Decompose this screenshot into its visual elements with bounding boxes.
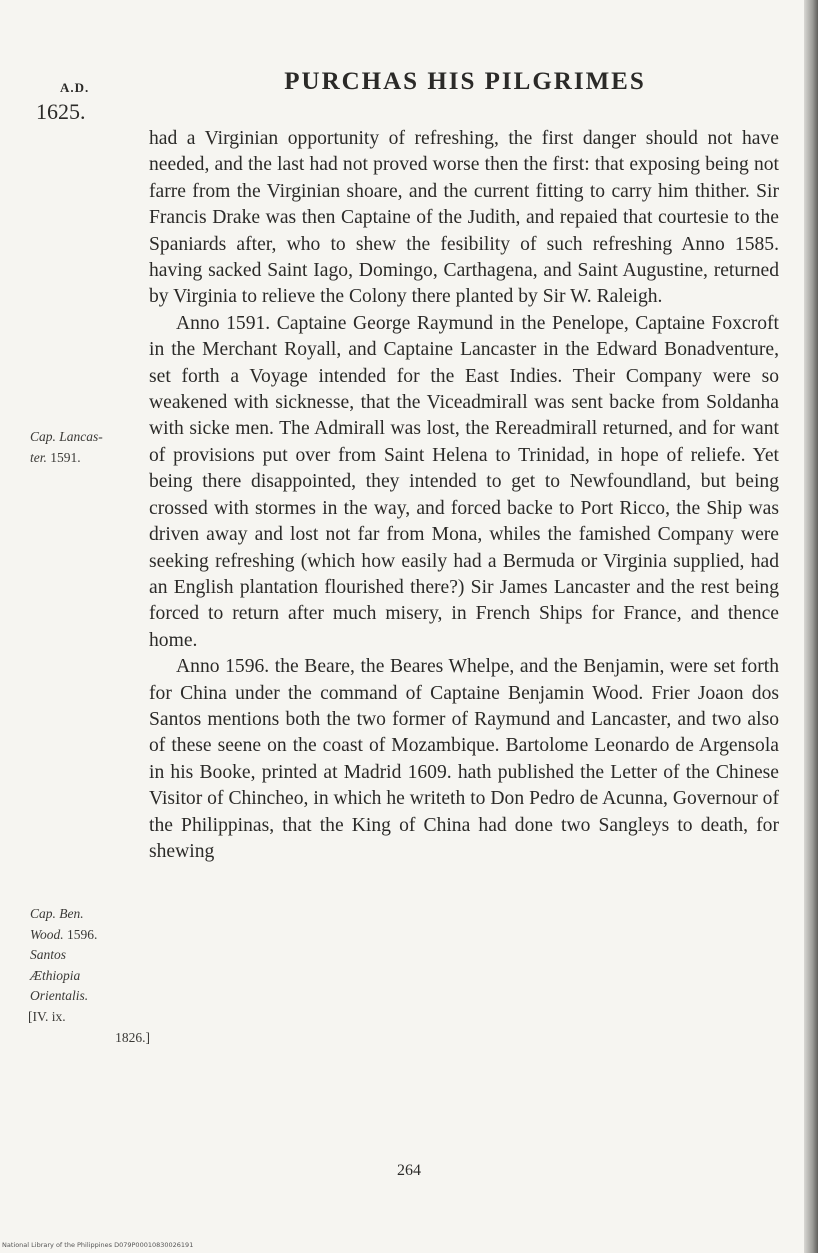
paragraph-continued: had a Virginian opportunity of refreshing, the first danger should not have needed, and the last had not proved worse then the first: that exposing being not farre from the Virginian shoare, and the current fitting to carry him thither. Sir Francis Drake was then Captaine of the Judith, and repaied that courtesie to the Spaniards after, who to shew the fesibility of such refreshing Anno 1585. having sacked Saint Iago, Domingo, Carthagena, and Saint Augustine, returned by Virginia to relieve the Colony there planted by Sir W. Raleigh. (149, 128, 779, 308)
running-head: PURCHAS HIS PILGRIMES (284, 68, 646, 95)
margin-volume-reference (28, 1007, 150, 1048)
margin-note-orientalis: Orientalis. (30, 988, 89, 1003)
page-number: 264 (397, 1162, 421, 1179)
margin-date-label: A.D. (60, 80, 90, 95)
margin-note-santos: Santos (30, 947, 67, 962)
paragraph-wood: Anno 1596. the Beare, the Beares Whelpe, and the Benjamin, were set forth for China under the command of Captaine Benjamin Wood. Frier Joaon dos Santos mentions both the two former of Raymund and Lancaster, and two also of these seene on the coast of Mozambique. Bartolome Leonardo de Argensola in his Booke, printed at Madrid 1609. hath published the Letter of the Chinese Visitor of Chincheo, in which he writeth to Don Pedro de Acunna, Governour of the Philippinas, that the King of China had done two Sangleys to death, for shewing (149, 656, 779, 862)
margin-note-aethiopia: Æthiopia (30, 967, 81, 983)
margin-note-lancaster (30, 427, 148, 468)
body-text (149, 126, 779, 865)
margin-note-lancaster-cont: ter. (30, 449, 47, 465)
margin-ref-volume: [IV. ix. (28, 1009, 66, 1024)
margin-date-year: 1625. (36, 99, 86, 124)
margin-note-lancaster-name: Cap. Lancas- (30, 429, 103, 444)
paragraph-lancaster: Anno 1591. Captaine George Raymund in the Penelope, Captaine Foxcroft in the Merchant Royall, and Captaine Lancaster in the Edward Bonadventure, set forth a Voyage intended for the East Indies. Their Company were so weakened with sicknesse, that the Viceadmirall was sent backe from Soldanha with sicke men. The Admirall was lost, the Rereadmirall returned, and for want of provisions put over from Saint Helena to Trinidad, in hope of reliefe. Yet being there disappointed, they intended to get to Newfoundland, but being crossed with stormes in the way, and forced backe to Port Ricco, the Ship was driven away and lost not far from Mona, whiles the famished Company were seeking refreshing (which how easily had a Bermuda or Virginia supplied, had an English plantation flourished there?) Sir James Lancaster and the rest being forced to return after much misery, in French Ships for France, and thence home. (149, 312, 779, 651)
margin-ref-page: 1826.] (115, 1029, 150, 1045)
margin-note-wood-cont: Wood. (30, 926, 64, 942)
scan-footer: National Library of the Philippines D079P00010830026191 (2, 1241, 194, 1249)
margin-note-lancaster-year: 1591. (50, 449, 81, 465)
page-edge-shadow (804, 0, 818, 1253)
margin-note-wood-year: 1596. (67, 926, 98, 942)
margin-note-wood-name: Cap. Ben. (30, 906, 84, 921)
margin-note-wood (30, 904, 148, 1007)
